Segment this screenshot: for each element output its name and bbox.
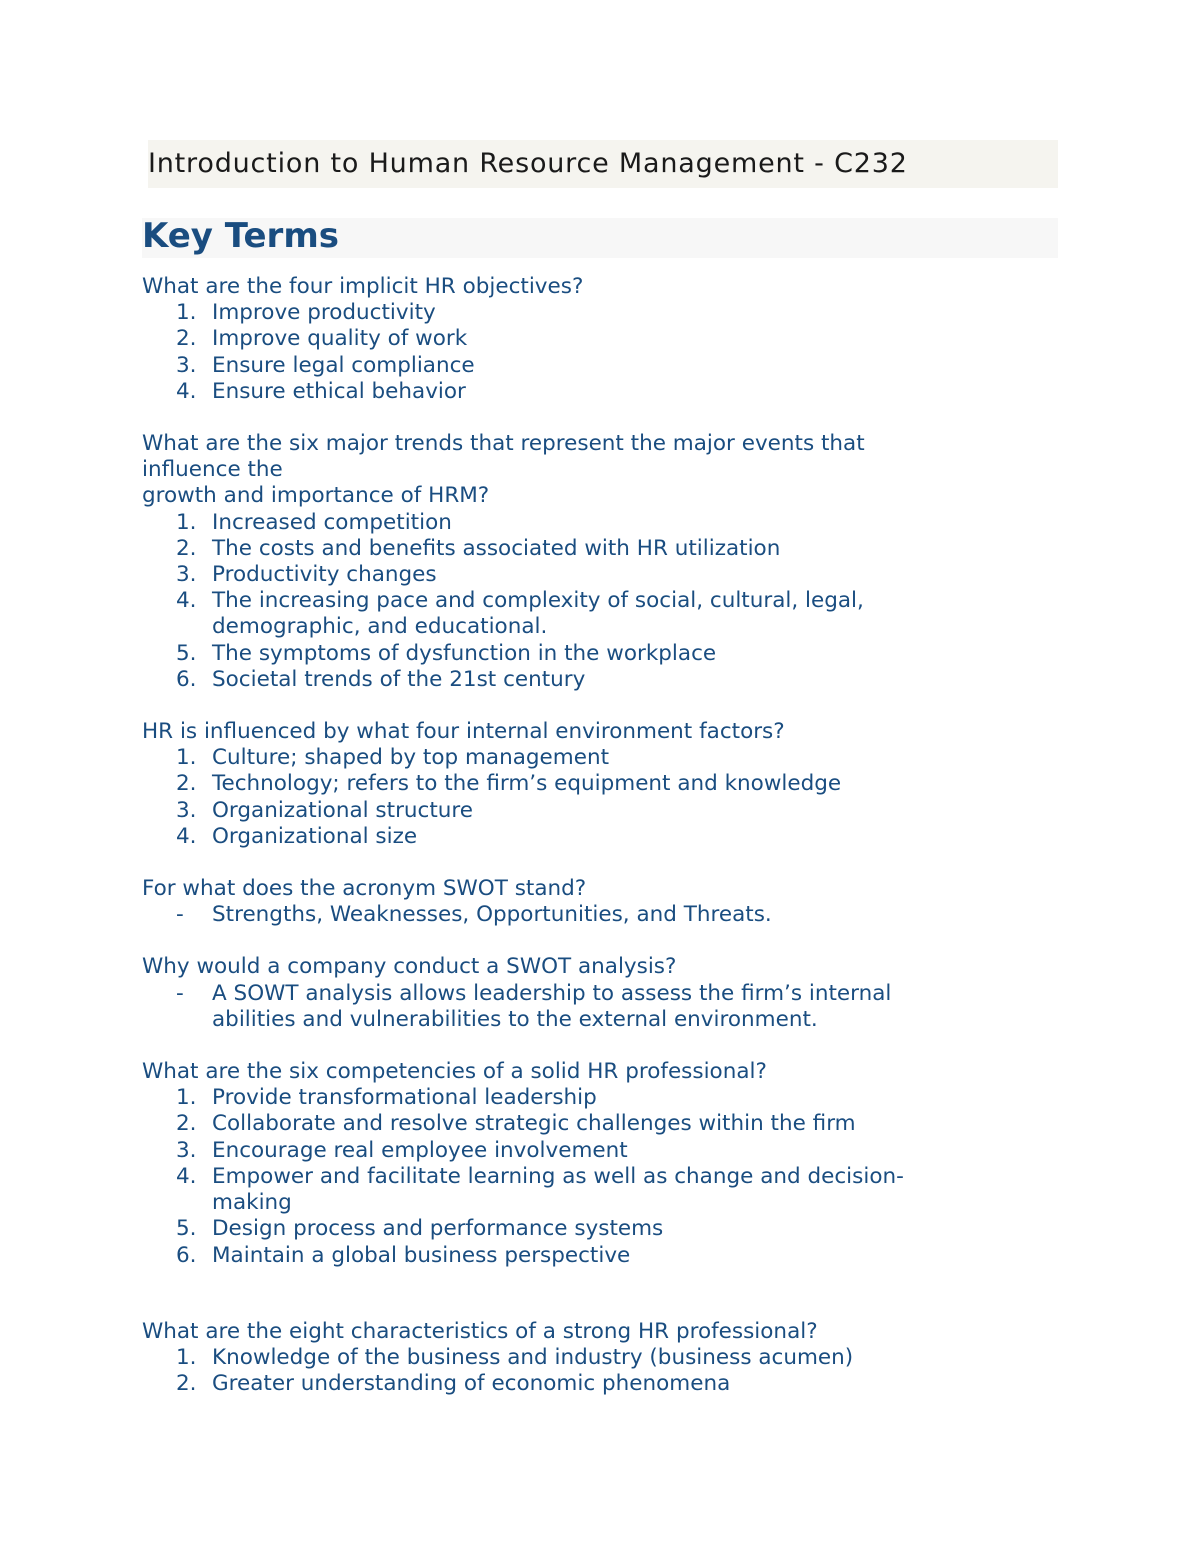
- section-spacer: [142, 928, 1042, 954]
- list-marker: 3.: [176, 352, 197, 378]
- list-marker: 2.: [176, 535, 197, 561]
- list-item: [142, 1164, 1042, 1216]
- list-item: [142, 981, 1042, 1033]
- list-marker: 2.: [176, 1371, 197, 1397]
- list-item-text: Empower and facilitate learning as well as change and decision-: [212, 1163, 904, 1189]
- list-marker: 4.: [176, 378, 197, 404]
- list-item-text: A SOWT analysis allows leadership to assess the firm’s internal: [212, 980, 892, 1006]
- list-item: [142, 1243, 1042, 1269]
- section-spacer: [142, 405, 1042, 431]
- list-item: [142, 1138, 1042, 1164]
- question-line: What are the four implicit HR objectives?: [142, 274, 584, 299]
- list-item-text: Knowledge of the business and industry (business acumen): [212, 1344, 854, 1370]
- list-item: [142, 1216, 1042, 1242]
- question-line: growth and importance of HRM?: [142, 483, 490, 509]
- list-item-text: Encourage real employee involvement: [212, 1137, 628, 1163]
- list-item-text: demographic, and educational.: [212, 614, 548, 640]
- list-item: [142, 562, 1042, 588]
- list-marker: 5.: [176, 640, 197, 666]
- list-item: [142, 300, 1042, 326]
- list-marker: 1.: [176, 509, 197, 535]
- list-marker: 4.: [176, 823, 197, 849]
- list-marker: 3.: [176, 1137, 197, 1163]
- list-item: [142, 588, 1042, 640]
- list-item-text: The symptoms of dysfunction in the workplace: [212, 640, 717, 666]
- list-item-text: making: [212, 1190, 292, 1216]
- list-marker: -: [176, 980, 184, 1006]
- list-item: [142, 824, 1042, 850]
- answer-list: [142, 981, 1042, 1033]
- question: [142, 274, 1042, 300]
- list-marker: 5.: [176, 1216, 197, 1242]
- document-title: Introduction to Human Resource Management - C232: [148, 148, 908, 179]
- list-item-text: Collaborate and resolve strategic challenges within the firm: [212, 1111, 856, 1137]
- list-item: [142, 1345, 1042, 1371]
- question-line: What are the six major trends that represent the major events that: [142, 431, 865, 457]
- answer-list: [142, 510, 1042, 693]
- list-marker: 1.: [176, 745, 197, 771]
- list-item-text: Societal trends of the 21st century: [212, 666, 586, 692]
- document-body: [142, 274, 1042, 1397]
- list-marker: 4.: [176, 1163, 197, 1189]
- question: [142, 719, 1042, 745]
- question-line: Why would a company conduct a SWOT analysis?: [142, 954, 677, 980]
- list-item: [142, 353, 1042, 379]
- list-marker: 2.: [176, 771, 197, 797]
- list-item: [142, 1111, 1042, 1137]
- list-item-text: Culture; shaped by top management: [212, 745, 609, 771]
- list-item: [142, 745, 1042, 771]
- list-item: [142, 326, 1042, 352]
- list-item: [142, 1371, 1042, 1397]
- list-item-text: Ensure legal compliance: [212, 352, 475, 378]
- list-item-text: Improve productivity: [212, 300, 436, 326]
- list-item: [142, 798, 1042, 824]
- answer-list: [142, 300, 1042, 405]
- question-line: What are the six competencies of a solid HR professional?: [142, 1059, 767, 1085]
- list-item: [142, 510, 1042, 536]
- list-item-text: The increasing pace and complexity of social, cultural, legal,: [212, 588, 864, 614]
- question-line: What are the eight characteristics of a strong HR professional?: [142, 1318, 818, 1344]
- question: [142, 431, 1042, 510]
- answer-list: [142, 745, 1042, 850]
- list-marker: 4.: [176, 588, 197, 614]
- question: [142, 1059, 1042, 1085]
- answer-list: [142, 1085, 1042, 1268]
- list-item-text: Ensure ethical behavior: [212, 378, 466, 404]
- list-marker: 6.: [176, 666, 197, 692]
- section-heading: Key Terms: [142, 216, 339, 256]
- list-item-text: Organizational structure: [212, 797, 474, 823]
- list-item-text: Increased competition: [212, 509, 452, 535]
- section-spacer: [142, 1033, 1042, 1059]
- list-item-text: Technology; refers to the firm’s equipment and knowledge: [212, 771, 842, 797]
- list-item: [142, 641, 1042, 667]
- list-marker: 1.: [176, 1085, 197, 1111]
- list-item: [142, 379, 1042, 405]
- list-marker: -: [176, 902, 184, 928]
- question: [142, 876, 1042, 902]
- list-item: [142, 536, 1042, 562]
- list-marker: 6.: [176, 1242, 197, 1268]
- list-item-text: Greater understanding of economic phenomena: [212, 1371, 731, 1397]
- list-item: [142, 902, 1042, 928]
- list-item-text: Maintain a global business perspective: [212, 1242, 631, 1268]
- question: [142, 1319, 1042, 1345]
- list-item-text: Provide transformational leadership: [212, 1085, 597, 1111]
- list-marker: 2.: [176, 1111, 197, 1137]
- question-line: HR is influenced by what four internal environment factors?: [142, 719, 785, 745]
- question-line: For what does the acronym SWOT stand?: [142, 876, 587, 902]
- list-item-text: Strengths, Weaknesses, Opportunities, and Threats.: [212, 902, 772, 928]
- list-item-text: Design process and performance systems: [212, 1216, 664, 1242]
- list-item-text: The costs and benefits associated with HR utilization: [212, 535, 781, 561]
- list-item: [142, 667, 1042, 693]
- section-spacer: [142, 850, 1042, 876]
- list-item: [142, 771, 1042, 797]
- list-marker: 3.: [176, 797, 197, 823]
- question: [142, 954, 1042, 980]
- list-item-text: Organizational size: [212, 823, 418, 849]
- question-line: influence the: [142, 457, 283, 483]
- list-item-text: abilities and vulnerabilities to the external environment.: [212, 1006, 818, 1032]
- list-marker: 2.: [176, 326, 197, 352]
- answer-list: [142, 902, 1042, 928]
- section-spacer: [142, 1269, 1042, 1319]
- list-item-text: Improve quality of work: [212, 326, 468, 352]
- answer-list: [142, 1345, 1042, 1397]
- list-marker: 3.: [176, 562, 197, 588]
- list-item-text: Productivity changes: [212, 562, 437, 588]
- list-marker: 1.: [176, 1344, 197, 1370]
- section-spacer: [142, 693, 1042, 719]
- list-marker: 1.: [176, 300, 197, 326]
- list-item: [142, 1085, 1042, 1111]
